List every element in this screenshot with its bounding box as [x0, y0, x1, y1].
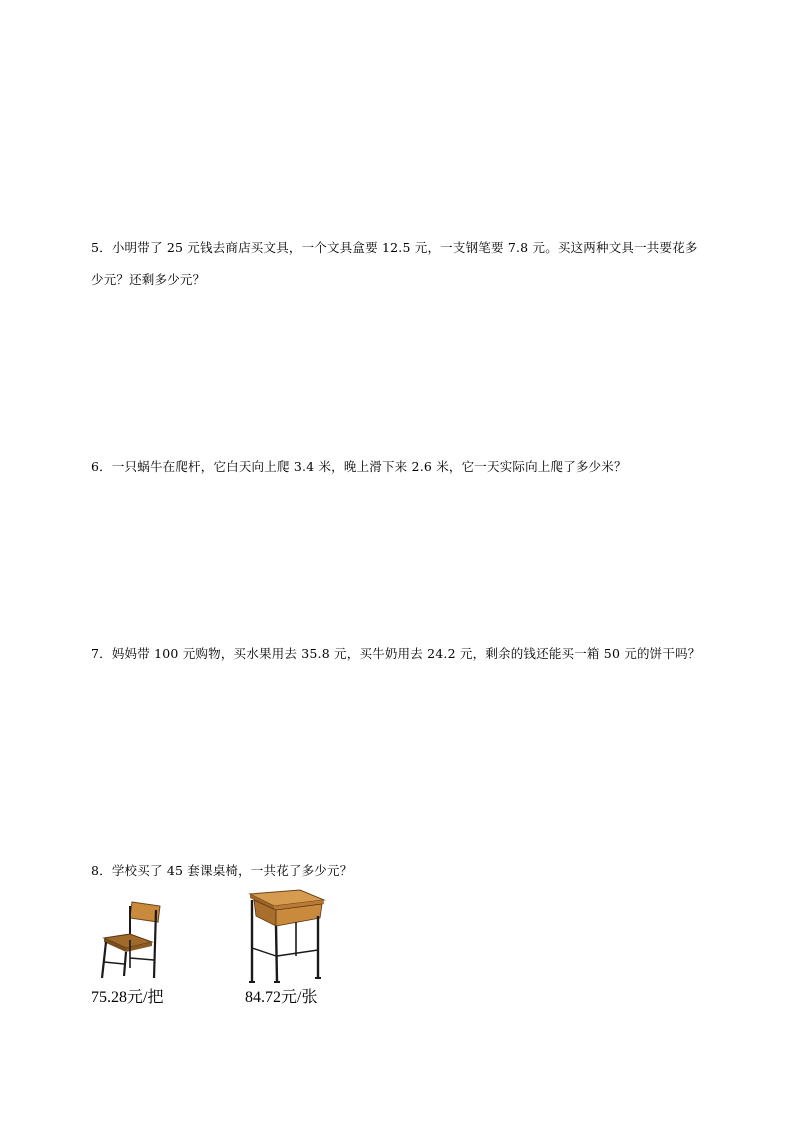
chair-price: 75.28元/把	[91, 989, 164, 1006]
question-5: 5．小明带了 25 元钱去商店买文具，一个文具盒要 12.5 元，一支钢笔要 7.8 元。买这两种文具一共要花多少元？还剩多少元？	[91, 240, 698, 287]
question-7: 7．妈妈带 100 元购物，买水果用去 35.8 元，买牛奶用去 24.2 元，剩余的钱还能买一箱 50 元的饼干吗？	[91, 646, 701, 661]
desk-price: 84.72元/张	[245, 989, 318, 1006]
desk-icon	[244, 886, 328, 984]
chair-icon	[96, 898, 166, 980]
question-6: 6．一只蜗牛在爬杆，它白天向上爬 3.4 米，晚上滑下来 2.6 米，它一天实际向上爬了多少米？	[91, 459, 627, 474]
question-8: 8．学校买了 45 套课桌椅，一共花了多少元？	[91, 863, 353, 878]
